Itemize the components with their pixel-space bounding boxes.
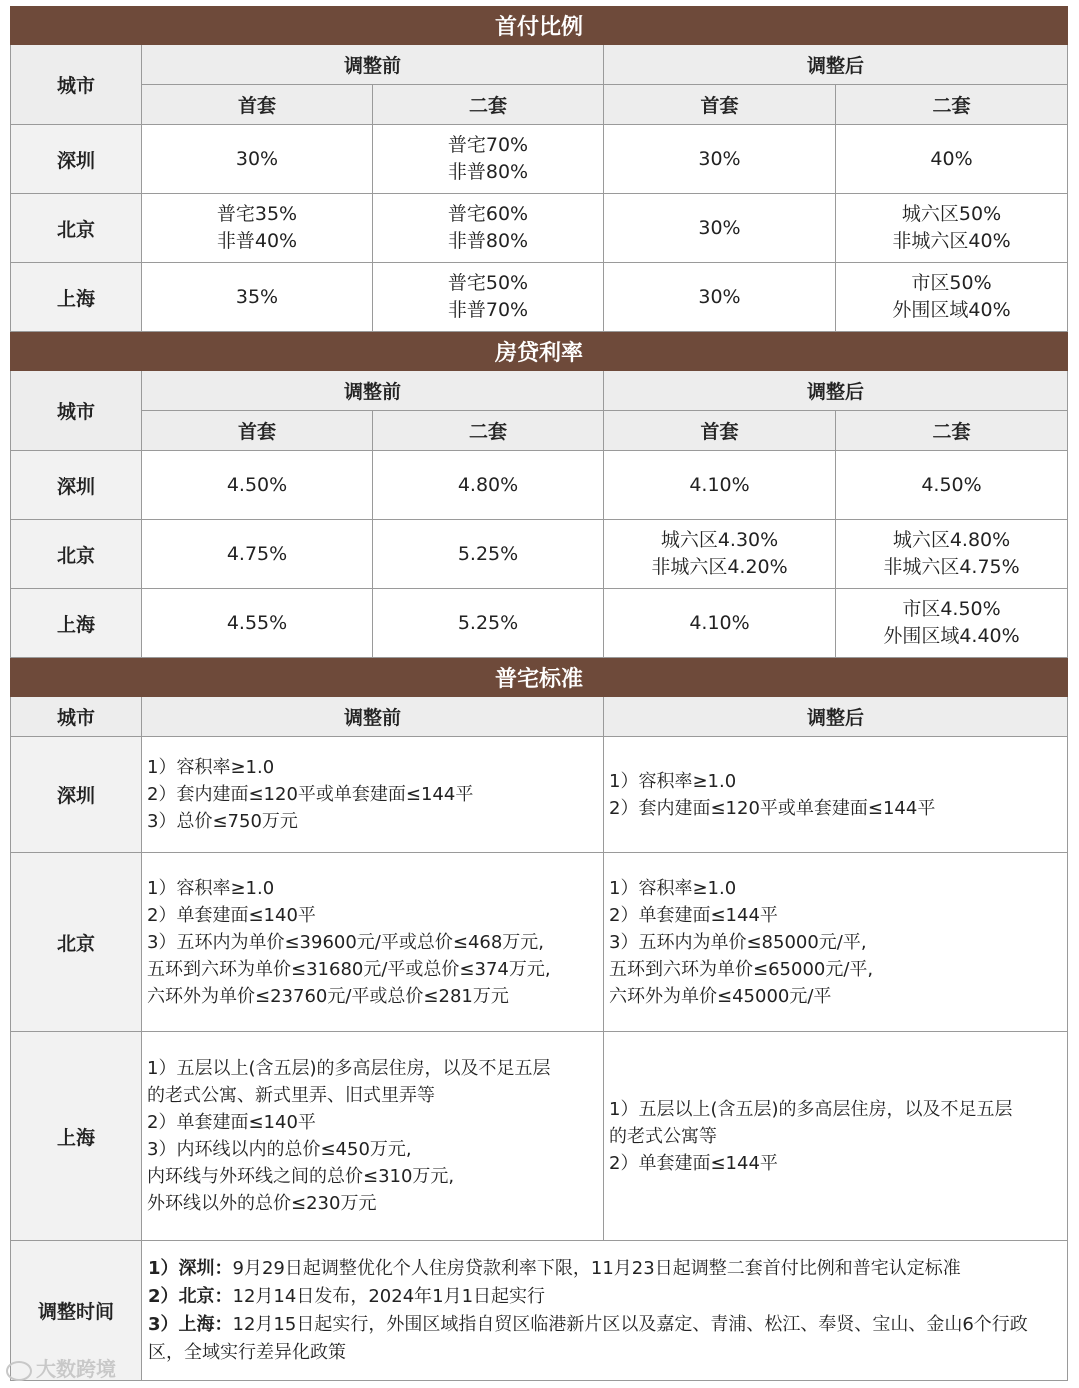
- cell-line: 2）单套建面≤140平: [147, 904, 316, 926]
- city-header: 城市: [11, 45, 142, 125]
- cell-line: 普宅60%: [447, 203, 529, 225]
- cell-line: 1）容积率≥1.0: [147, 757, 275, 778]
- timing-label: 调整时间: [11, 1241, 142, 1381]
- second-home-header: 二套: [836, 411, 1068, 451]
- value-cell: [373, 589, 604, 658]
- after-header: 调整后: [604, 45, 1068, 85]
- cell-line: 3）五环内为单价≤85000元/平,: [609, 931, 867, 953]
- watermark-text: 大数跨境: [36, 1357, 116, 1381]
- second-home-header: 二套: [373, 411, 604, 451]
- cell-line: 2）单套建面≤140平: [147, 1112, 316, 1133]
- city-cell: 上海: [11, 263, 142, 332]
- criteria-cell: [142, 737, 604, 853]
- value-cell: [142, 520, 373, 589]
- value-cell: [142, 194, 373, 263]
- city-cell: 深圳: [11, 451, 142, 520]
- timing-city: 1）深圳：: [148, 1257, 233, 1279]
- after-header: 调整后: [604, 697, 1068, 737]
- value-cell: [836, 194, 1068, 263]
- first-home-header: 首套: [604, 85, 836, 125]
- cell-line: 30%: [698, 216, 741, 239]
- cell-line: 3）总价≤750万元: [147, 811, 298, 832]
- city-header: 城市: [11, 371, 142, 451]
- timing-item: [148, 1311, 1061, 1367]
- city-header: 城市: [11, 697, 142, 737]
- first-home-header: 首套: [142, 85, 373, 125]
- value-cell: [836, 263, 1068, 332]
- cell-line: 3）内环线以内的总价≤450万元,: [147, 1139, 412, 1160]
- cell-line: 5.25%: [457, 611, 519, 634]
- cell-line: 1）五层以上(含五层)的多高层住房，以及不足五层: [609, 1098, 1013, 1120]
- before-header: 调整前: [142, 697, 604, 737]
- value-cell: [373, 451, 604, 520]
- timing-text: 12月15日起实行，外围区域指自贸区临港新片区以及嘉定、青浦、松江、奉贤、宝山、金山6个行政区，全域实行差异化政策: [148, 1313, 1028, 1363]
- timing-city: 3）上海：: [148, 1313, 233, 1335]
- cell-line: 5.25%: [457, 542, 519, 565]
- cell-line: 非城六区4.20%: [651, 556, 788, 578]
- table-row: [11, 853, 1068, 1032]
- criteria-cell: [142, 1032, 604, 1241]
- criteria-cell: [604, 1032, 1068, 1241]
- value-cell: [142, 263, 373, 332]
- criteria-cell: [604, 853, 1068, 1032]
- cell-line: 内环线与外环线之间的总价≤310万元,: [147, 1166, 455, 1187]
- cell-line: 非普80%: [447, 161, 529, 183]
- cell-line: 4.55%: [226, 611, 288, 634]
- cell-line: 非普40%: [216, 230, 298, 252]
- value-cell: [142, 589, 373, 658]
- cell-line: 4.10%: [689, 611, 750, 634]
- mortgage-rate-table: [10, 332, 1068, 658]
- standard-table: [10, 658, 1068, 1381]
- section-title-mortgage-rate: 房贷利率: [11, 333, 1068, 371]
- value-cell: [604, 589, 836, 658]
- value-cell: [373, 520, 604, 589]
- cell-line: 外围区域4.40%: [883, 625, 1020, 647]
- cell-line: 非城六区4.75%: [883, 556, 1020, 578]
- value-cell: [604, 451, 836, 520]
- before-header: 调整前: [142, 371, 604, 411]
- table-row: [11, 263, 1068, 332]
- down-payment-table: [10, 6, 1068, 332]
- value-cell: [373, 263, 604, 332]
- cell-line: 普宅35%: [216, 203, 298, 225]
- value-cell: [373, 125, 604, 194]
- cell-line: 1）容积率≥1.0: [609, 877, 737, 899]
- after-header: 调整后: [604, 371, 1068, 411]
- criteria-cell: [604, 737, 1068, 853]
- cell-line: 外环线以外的总价≤230万元: [147, 1193, 377, 1214]
- city-cell: 北京: [11, 853, 142, 1032]
- cell-line: 40%: [930, 147, 973, 170]
- value-cell: [604, 125, 836, 194]
- timing-item: [148, 1255, 1061, 1283]
- cell-line: 非城六区40%: [892, 230, 1011, 252]
- cell-line: 30%: [235, 147, 279, 170]
- cell-line: 六环外为单价≤23760元/平或总价≤281万元: [147, 985, 509, 1007]
- cell-line: 1）容积率≥1.0: [609, 770, 737, 792]
- cell-line: 4.50%: [226, 473, 288, 496]
- cell-line: 外围区域40%: [892, 299, 1011, 321]
- cell-line: 六环外为单价≤45000元/平: [609, 985, 832, 1007]
- value-cell: [604, 263, 836, 332]
- value-cell: [836, 589, 1068, 658]
- value-cell: [142, 125, 373, 194]
- cell-line: 的老式公寓等: [609, 1125, 717, 1147]
- value-cell: [604, 194, 836, 263]
- cell-line: 城六区50%: [901, 203, 1002, 225]
- value-cell: [142, 451, 373, 520]
- cell-line: 2）单套建面≤144平: [609, 904, 778, 926]
- value-cell: [836, 125, 1068, 194]
- cell-line: 普宅70%: [447, 134, 529, 156]
- table-row: [11, 451, 1068, 520]
- cell-line: 1）容积率≥1.0: [147, 877, 275, 899]
- cell-line: 4.75%: [226, 542, 288, 565]
- cell-line: 4.50%: [921, 473, 982, 496]
- first-home-header: 首套: [604, 411, 836, 451]
- table-row: [11, 1032, 1068, 1241]
- cell-line: 30%: [698, 147, 741, 170]
- cell-line: 城六区4.30%: [660, 529, 779, 551]
- cell-line: 市区50%: [911, 272, 992, 294]
- first-home-header: 首套: [142, 411, 373, 451]
- timing-text: 12月14日发布，2024年1月1日起实行: [232, 1285, 546, 1307]
- cell-line: 市区4.50%: [902, 598, 1001, 620]
- table-row: [11, 125, 1068, 194]
- cell-line: 35%: [235, 285, 279, 308]
- second-home-header: 二套: [373, 85, 604, 125]
- weibo-logo-icon: [6, 1361, 32, 1381]
- policy-comparison-sheet: [10, 6, 1067, 1381]
- cell-line: 五环到六环为单价≤31680元/平或总价≤374万元,: [147, 958, 551, 980]
- cell-line: 30%: [698, 285, 741, 308]
- cell-line: 五环到六环为单价≤65000元/平,: [609, 958, 874, 980]
- cell-line: 非普80%: [447, 230, 529, 252]
- cell-line: 的老式公寓、新式里弄、旧式里弄等: [147, 1085, 435, 1106]
- watermark: [6, 1353, 116, 1382]
- timing-text: 9月29日起调整优化个人住房贷款利率下限，11月23日起调整二套首付比例和普宅认定标准: [232, 1257, 961, 1279]
- value-cell: [373, 194, 604, 263]
- table-row: [11, 737, 1068, 853]
- cell-line: 4.10%: [689, 473, 750, 496]
- section-title-down-payment: 首付比例: [11, 7, 1068, 45]
- cell-line: 城六区4.80%: [892, 529, 1011, 551]
- value-cell: [604, 520, 836, 589]
- table-row: [11, 589, 1068, 658]
- timing-notes: [142, 1241, 1068, 1381]
- cell-line: 1）五层以上(含五层)的多高层住房，以及不足五层: [147, 1058, 551, 1079]
- cell-line: 普宅50%: [447, 272, 529, 294]
- table-row: [11, 194, 1068, 263]
- timing-item: [148, 1283, 1061, 1311]
- cell-line: 3）五环内为单价≤39600元/平或总价≤468万元,: [147, 931, 545, 953]
- city-cell: 上海: [11, 589, 142, 658]
- section-title-standard: 普宅标准: [11, 659, 1068, 697]
- cell-line: 非普70%: [447, 299, 529, 321]
- second-home-header: 二套: [836, 85, 1068, 125]
- city-cell: 深圳: [11, 737, 142, 853]
- cell-line: 4.80%: [457, 473, 519, 496]
- cell-line: 2）套内建面≤120平或单套建面≤144平: [609, 797, 936, 819]
- timing-city: 2）北京：: [148, 1285, 233, 1307]
- cell-line: 2）套内建面≤120平或单套建面≤144平: [147, 784, 474, 805]
- city-cell: 上海: [11, 1032, 142, 1241]
- value-cell: [836, 520, 1068, 589]
- before-header: 调整前: [142, 45, 604, 85]
- city-cell: 北京: [11, 194, 142, 263]
- criteria-cell: [142, 853, 604, 1032]
- city-cell: 北京: [11, 520, 142, 589]
- value-cell: [836, 451, 1068, 520]
- city-cell: 深圳: [11, 125, 142, 194]
- table-row: [11, 520, 1068, 589]
- cell-line: 2）单套建面≤144平: [609, 1152, 778, 1174]
